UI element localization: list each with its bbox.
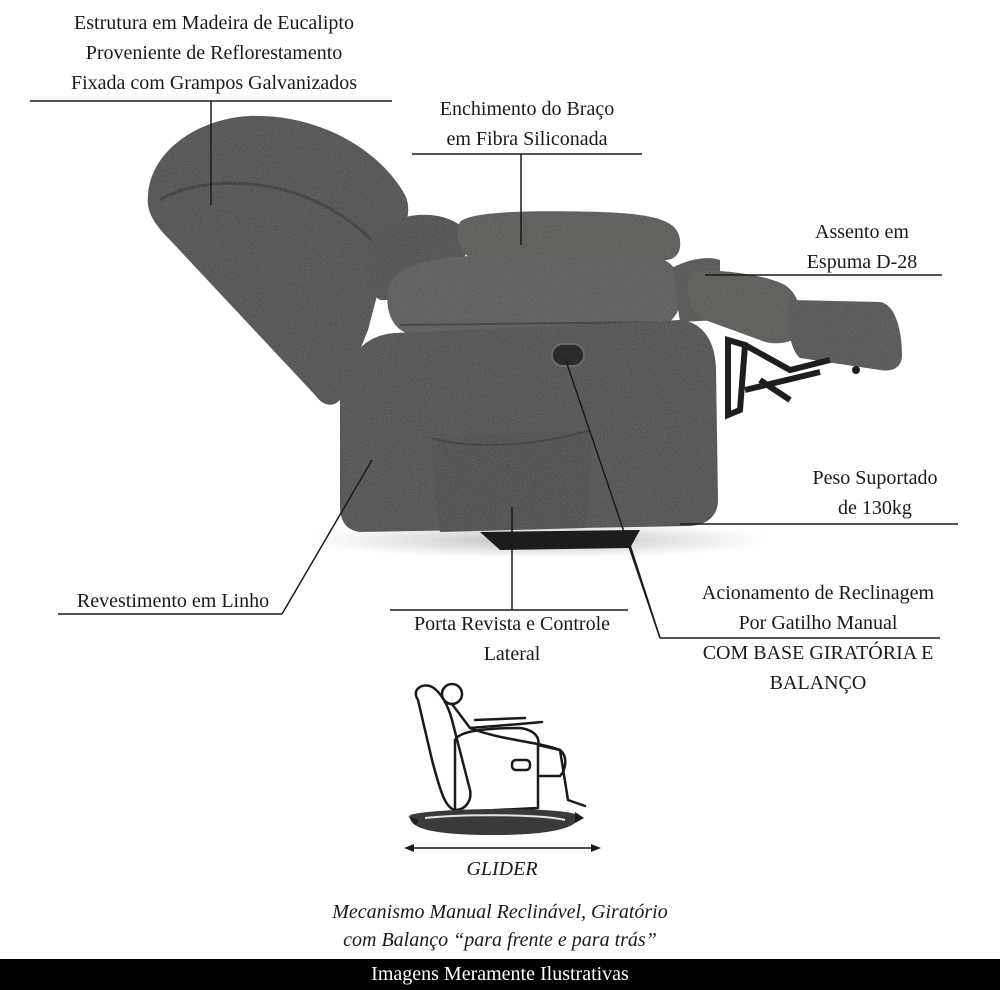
upholstery-line-1: Revestimento em Linho [76,590,270,612]
structure-line-2: Proveniente de Reflorestamento [85,42,343,64]
pocket-line-2: Lateral [483,643,541,665]
weight-line-2: de 130kg [838,497,912,519]
seat-line-1: Assento em [815,221,909,243]
arm-fill-line-1: Enchimento do Braço [439,98,615,120]
weight-callout [780,463,970,523]
seat-callout [782,217,942,277]
arm-fill-line-2: em Fibra Siliconada [446,128,608,150]
structure-line-3: Fixada com Grampos Galvanizados [70,72,358,94]
glider-caption-line-1: Mecanismo Manual Reclinável, Giratório [332,901,668,923]
recline-line-2: Por Gatilho Manual [738,612,898,634]
recline-callout [668,578,968,698]
pocket-callout [386,609,638,669]
structure-callout [30,8,398,98]
arm-fill-callout [412,94,642,154]
structure-line-1: Estrutura em Madeira de Eucalipto [74,12,354,34]
footer-text: Imagens Meramente Ilustrativas [371,963,629,985]
recline-line-4: BALANÇO [769,672,867,694]
recline-line-3: COM BASE GIRATÓRIA E [702,642,934,664]
weight-line-1: Peso Suportado [812,467,938,489]
glider-caption [250,898,750,954]
upholstery-callout [58,586,288,616]
footer-bar [0,959,1000,990]
recline-line-1: Acionamento de Reclinagem [701,582,935,604]
glider-label: GLIDER [466,858,538,880]
pocket-line-1: Porta Revista e Controle [413,613,611,635]
glider-caption-line-2: com Balanço “para frente e para trás” [343,929,657,951]
seat-line-2: Espuma D-28 [806,251,918,273]
